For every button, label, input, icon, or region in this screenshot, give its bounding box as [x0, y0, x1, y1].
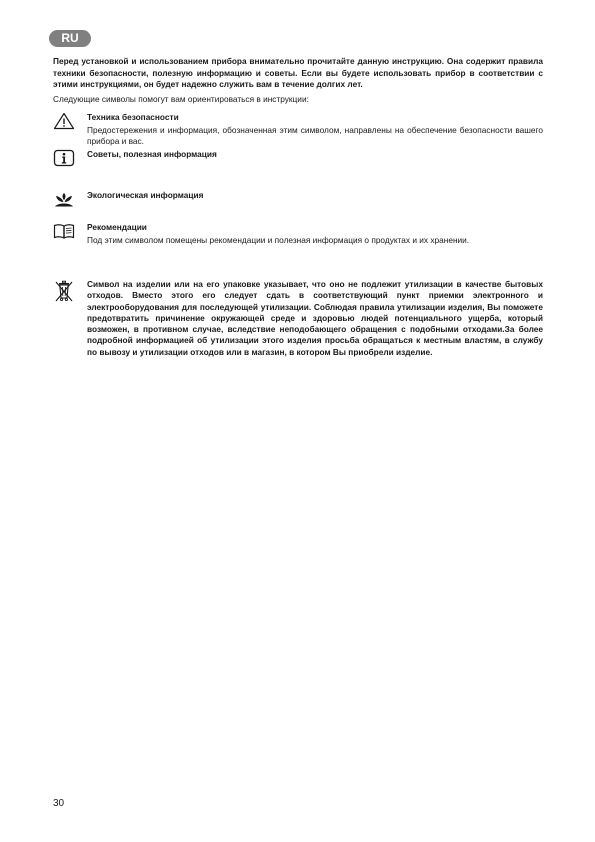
section-title: Советы, полезная информация: [87, 149, 217, 159]
page-number: 30: [53, 798, 65, 809]
info-icon: [53, 149, 75, 167]
ecology-icon: [53, 190, 75, 208]
symbols-lead-text: Следующие символы помогут вам ориентироваться в инструкции:: [53, 94, 309, 104]
section-title: Техника безопасности: [87, 112, 179, 122]
section-title: Экологическая информация: [87, 190, 204, 200]
section-title: Рекомендации: [87, 222, 147, 232]
section-body: Предостережения и информация, обозначенная этим символом, направлены на обеспечение безопасности вашего прибора и вас.: [87, 125, 543, 146]
warning-triangle-icon: [53, 112, 75, 130]
language-badge: RU: [49, 30, 91, 47]
disposal-text: Символ на изделии или на его упаковке указывает, что оно не подлежит утилизации в качестве бытовых отходов. Вместо этого его следует сдать в соответствующий пункт приемки электронного и электрооборудования для последующей утилизации. Соблюдая правила утилизации изделия, Вы поможете предотвратить причинение окружающей среде и здоровью людей потенциального ущерба, который возможен, в противном случае, вследствие неподобающего обращения с подобными отходами.За более подробной информацией об утилизации этого изделия просьба обращаться к местным властям, в службу по вывозу и утилизации отходов или в магазин, в котором Вы приобрели изделие.: [87, 279, 543, 357]
section-body: Под этим символом помещены рекомендации и полезная информация о продуктах и их хранении.: [87, 235, 470, 245]
book-icon: [53, 222, 75, 240]
crossed-bin-icon: [53, 279, 75, 303]
intro-paragraph: Перед установкой и использованием прибора внимательно прочитайте данную инструкцию. Она содержит правила техники безопасности, полезную информацию и советы. Если вы будете использовать прибор в соответствии с этими инструкциями, он будет надежно служить вам в течение долгих лет.: [53, 56, 543, 89]
